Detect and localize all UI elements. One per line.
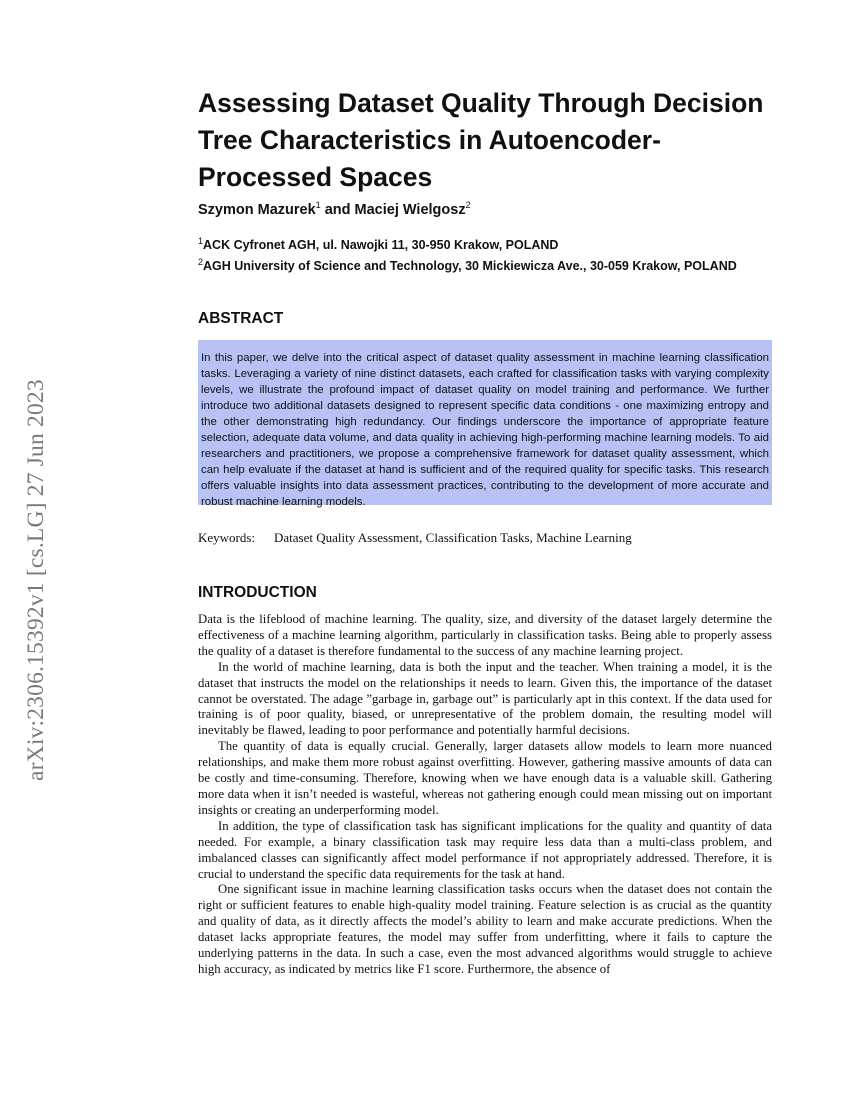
author-name: Szymon Mazurek xyxy=(198,201,316,218)
introduction-heading: INTRODUCTION xyxy=(198,584,317,601)
abstract-heading: ABSTRACT xyxy=(198,310,284,327)
author-name: Maciej Wielgosz xyxy=(354,201,466,218)
affiliation-text: ACK Cyfronet AGH, ul. Nawojki 11, 30-950 Krakow, POLAND xyxy=(203,238,559,253)
affiliation xyxy=(198,254,772,275)
paper-title: Assessing Dataset Quality Through Decision Tree Characteristics in Autoencoder-Processed Spaces xyxy=(198,88,764,192)
author-affil-mark: 1 xyxy=(315,200,321,210)
affiliation xyxy=(198,233,772,254)
arxiv-identifier: arXiv:2306.15392v1 [cs.LG] 27 Jun 2023 xyxy=(23,379,49,781)
body-paragraph: The quantity of data is equally crucial. Generally, larger datasets allow models to learn more nuanced relationships, and make them more robust against overfitting. However, gathering massive amounts of data can be costly and time-consuming. Therefore, knowing when we have enough data is a valuable skill. Gathering more data when it isn’t needed is wasteful, whereas not gathering enough could mean missing out on important insights or creating an underperforming model. xyxy=(198,739,772,817)
introduction-body xyxy=(198,612,772,978)
keywords-value: Dataset Quality Assessment, Classification Tasks, Machine Learning xyxy=(274,530,632,545)
body-paragraph: In addition, the type of classification task has significant implications for the quality and quantity of data needed. For example, a binary classification task may require less data than a multi-class problem, and imbalanced classes can significantly affect model performance if not appropriately addressed. Therefore, it is crucial to understand the specific data requirements for the task at hand. xyxy=(198,818,772,881)
affiliation-mark: 2 xyxy=(198,257,204,268)
affiliation-mark: 1 xyxy=(198,236,204,246)
arxiv-sidebar-stamp xyxy=(17,296,65,786)
abstract-text: In this paper, we delve into the critical aspect of dataset quality assessment in machine learning classification tasks. Leveraging a variety of nine distinct datasets, each crafted for classification tasks with varying complexity levels, we illustrate the profound impact of dataset quality on model training and performance. We further introduce two additional datasets designed to represent specific data conditions - one maximizing entropy and the other demonstrating high redundancy. Our findings underscore the importance of appropriate feature selection, adequate data volume, and data quality in achieving high-performing machine learning models. To aid researchers and practitioners, we propose a comprehensive framework for dataset quality assessment, which can help evaluate if the dataset at hand is sufficient and of the required quality for specific tasks. This research offers valuable insights into data assessment practices, contributing to the development of more accurate and robust machine learning models. xyxy=(201,352,769,509)
author-affil-mark: 2 xyxy=(465,200,471,210)
keywords-label: Keywords: xyxy=(198,530,256,545)
abstract-box xyxy=(198,340,772,509)
body-paragraph: Data is the lifeblood of machine learning. The quality, size, and diversity of the dataset largely determine the effectiveness of a machine learning algorithm, particularly in classification tasks. Being able to properly assess the quality of a dataset is therefore fundamental to the success of any machine learning project. xyxy=(198,612,772,658)
body-paragraph: In the world of machine learning, data is both the input and the teacher. When training a model, it is the dataset that instructs the model on the relationships it needs to learn. Given this, the importance of the dataset cannot be overstated. The adage ”garbage in, garbage out” is particularly apt in this context. If the data used for training is of poor quality, biased, or unrepresentative of the problem domain, the resulting model will inevitably be flawed, leading to poor performance and potentially harmful decisions. xyxy=(198,659,772,738)
affiliations xyxy=(198,233,772,275)
keywords-line xyxy=(198,530,772,546)
body-paragraph: One significant issue in machine learning classification tasks occurs when the dataset does not contain the right or sufficient features to enable high-quality model training. Feature selection is as crucial as the quantity and quality of data, as it directly affects the model’s ability to learn and make accurate predictions. When the dataset lacks appropriate features, the model may suffer from underfitting, where it fails to capture the underlying patterns in the data. In such a case, even the most advanced algorithms would struggle to achieve high accuracy, as indicated by metrics like F1 score. Furthermore, the absence of xyxy=(198,882,772,976)
affiliation-text: AGH University of Science and Technology, 30 Mickiewicza Ave., 30-059 Krakow, POLAND xyxy=(203,259,737,274)
author-line xyxy=(198,200,471,218)
author-connector: and xyxy=(320,201,355,218)
